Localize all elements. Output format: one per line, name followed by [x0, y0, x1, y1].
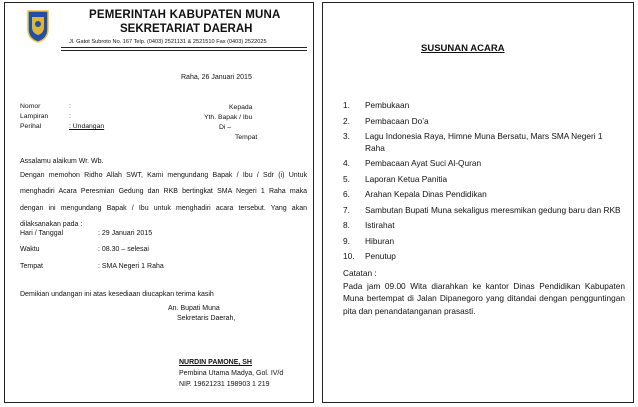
- list-item: [343, 205, 623, 217]
- perihal-value: : Undangan: [69, 123, 105, 130]
- day-value: : 29 Januari 2015: [98, 230, 153, 237]
- list-text: Pembacaan Do’a: [365, 115, 429, 126]
- time-label: Waktu: [20, 246, 40, 253]
- list-text: Arahan Kepala Dinas Pendidikan: [365, 189, 487, 199]
- list-number: 2.: [343, 115, 350, 126]
- greeting: Assalamu alaikum Wr. Wb.: [20, 158, 104, 165]
- list-text: Pembacaan Ayat Suci Al-Quran: [365, 158, 482, 168]
- list-item: [343, 189, 623, 201]
- list-number: 10.: [343, 251, 355, 261]
- body-paragraph: Dengan memohon Ridho Allah SWT, Kami mengundang Bapak / Ibu / Sdr (i) Untuk menghadiri Acara Peresmian Gedung dan RKB bertingkat SMA Negeri 1 Raha maka dengan ini mengundang Bapak / Ibu untuk menghadiri acara tersebut. Yang akan dilaksanakan pada :: [20, 172, 307, 228]
- list-number: 5.: [343, 173, 350, 184]
- signer-name: NURDIN PAMONE, SH: [179, 359, 252, 366]
- list-item: [343, 100, 623, 112]
- program-list: [343, 100, 623, 267]
- program-panel: [322, 2, 634, 403]
- nomor-label: Nomor: [20, 103, 41, 110]
- recipient-tempat: Tempat: [235, 134, 258, 141]
- list-text: Hiburan: [365, 235, 395, 246]
- list-number: 8.: [343, 220, 350, 230]
- list-text: Lagu Indonesia Raya, Himne Muna Bersatu, Mars SMA Negeri 1 Raha: [365, 131, 603, 153]
- lampiran-colon: :: [69, 113, 71, 120]
- list-number: 3.: [343, 131, 350, 141]
- nomor-colon: :: [69, 103, 71, 110]
- program-note: [343, 267, 625, 317]
- letterhead-divider-thin: [61, 50, 307, 51]
- letterhead-divider: [61, 47, 307, 48]
- list-number: 7.: [343, 204, 350, 215]
- note-label: Catatan :: [343, 268, 377, 278]
- recipient-di: Di –: [219, 124, 232, 131]
- list-text: Pembukaan: [365, 100, 410, 110]
- letterhead-address: Jl. Gatot Subroto No. 167 Telp. (0403) 2521131 & 2521510 Fax (0403) 2522025: [69, 39, 267, 45]
- recipient-kepada: Kepada: [229, 104, 253, 111]
- list-number: 9.: [343, 235, 350, 246]
- day-label: Hari / Tanggal: [20, 230, 64, 237]
- list-item: [343, 158, 623, 170]
- letter-date: Raha, 26 Januari 2015: [181, 74, 252, 81]
- place-value: : SMA Negeri 1 Raha: [98, 263, 164, 270]
- note-text: Pada jam 09.00 Wita diarahkan ke kantor Dinas Pendidikan Kabupaten Muna bertempat di Jalan Dipanegoro yang ditandai dengan pengguntingan pita dan penandatanganan prasasti.: [343, 280, 625, 316]
- list-item: [343, 220, 623, 232]
- list-item: [343, 174, 623, 186]
- regency-emblem-icon: [26, 9, 50, 43]
- list-text: Laporan Ketua Panitia: [365, 173, 448, 184]
- lampiran-label: Lampiran: [20, 113, 49, 120]
- list-item: [343, 131, 623, 154]
- place-label: Tempat: [20, 263, 43, 270]
- program-title: SUSUNAN ACARA: [421, 43, 505, 54]
- recipient-yth: Yth. Bapak / Ibu: [204, 114, 253, 121]
- closing-text: Demikian undangan ini atas kesediaan diucapkan terima kasih: [20, 291, 214, 298]
- sign-for: An. Bupati Muna: [168, 305, 220, 312]
- invitation-letter-panel: [4, 2, 314, 403]
- time-value: : 08.30 – selesai: [98, 246, 149, 253]
- list-item: [343, 251, 623, 263]
- sign-title: Sekretaris Daerah,: [177, 315, 236, 322]
- list-item: [343, 116, 623, 128]
- list-number: 1.: [343, 100, 350, 110]
- list-number: 6.: [343, 189, 350, 199]
- list-text: Penutup: [365, 251, 396, 261]
- signer-rank: Pembina Utama Madya, Gol. IV/d: [179, 370, 284, 377]
- list-item: [343, 236, 623, 248]
- signer-nip: NIP. 19621231 198903 1 219: [179, 381, 270, 388]
- letterhead-title: PEMERINTAH KABUPATEN MUNA: [89, 9, 281, 21]
- list-text: Sambutan Bupati Muna sekaligus meresmikan gedung baru dan RKB: [365, 204, 621, 215]
- perihal-label: Perihal: [20, 123, 42, 130]
- list-number: 4.: [343, 158, 350, 168]
- list-text: Istirahat: [365, 220, 395, 230]
- letterhead-subtitle: SEKRETARIAT DAERAH: [120, 23, 253, 35]
